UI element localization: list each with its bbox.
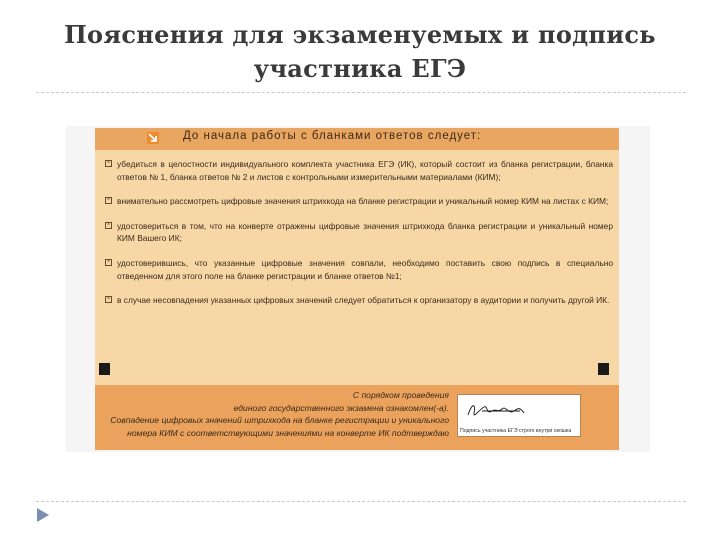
checkbox-bullet-icon: × [106,296,111,303]
list-item-text: убедиться в целостности индивидуального комплекта участника ЕГЭ (ИК), который состоит из бланка регистрации, бланка ответов № 1, бланка ответов № 2 и листов с контрольными измерительными материалами (КИМ); [117,159,613,182]
list-item-text: удостовериться в том, что на конверте отражены цифровые значения штрихкода бланка регистрации и уникальный номер КИМ Вашего ИК; [117,220,613,244]
list-item [105,195,613,208]
checkbox-bullet-icon: × [106,160,111,166]
arrow-down-right-icon [147,132,159,144]
bottom-divider [36,501,686,502]
page-title-line-2: участника ЕГЭ [253,54,467,83]
corner-marker-right [598,363,609,375]
instruction-slide [95,128,619,450]
page-title [40,18,680,86]
signature-drawing [462,397,572,425]
page-title-line-1: Пояснения для экзаменуемых и подпись [64,20,656,49]
list-item-text: в случае несовпадения указанных цифровых значений следует обратиться к организатору в аудитории и получить другой ИК. [117,295,610,306]
signature-footer [95,385,619,450]
signature-field[interactable] [457,394,581,437]
footer-line: номера КИМ с соответствующими значениями на конверте ИК подтверждаю [127,427,449,438]
top-divider [36,92,686,93]
list-item [105,257,613,282]
footer-line: Совпадение цифровых значений штрихкода на бланке регистрации и уникального [110,415,449,426]
checkbox-bullet-icon: × [106,258,111,265]
checkbox-bullet-icon: × [106,197,111,204]
footer-line: С порядком проведения [352,390,449,400]
footer-line: единого государственного экзамена ознакомлен(-а). [233,402,449,413]
list-item-text: внимательно рассмотреть цифровые значения штрихкода на бланке регистрации и уникальный номер КИМ на листах с КИМ; [117,196,609,207]
signature-caption: Подпись участника ЕГЭ строго внутри окошка [460,428,572,434]
list-item [105,158,613,183]
banner-text: До начала работы с бланками ответов следует: [183,130,482,142]
list-item [105,220,613,245]
footer-text [99,389,449,439]
slide-banner [95,128,619,150]
triangle-right-icon[interactable] [36,507,50,523]
corner-marker-left [99,363,110,375]
list-item-text: удостоверившись, что указанные цифровые значения совпали, необходимо поставить свою подпись в специально отведенном для этого поле на бланке регистрации и бланке ответов №1; [117,257,613,281]
list-item [105,294,613,307]
checkbox-bullet-icon: × [106,221,111,228]
instruction-list [105,158,613,319]
